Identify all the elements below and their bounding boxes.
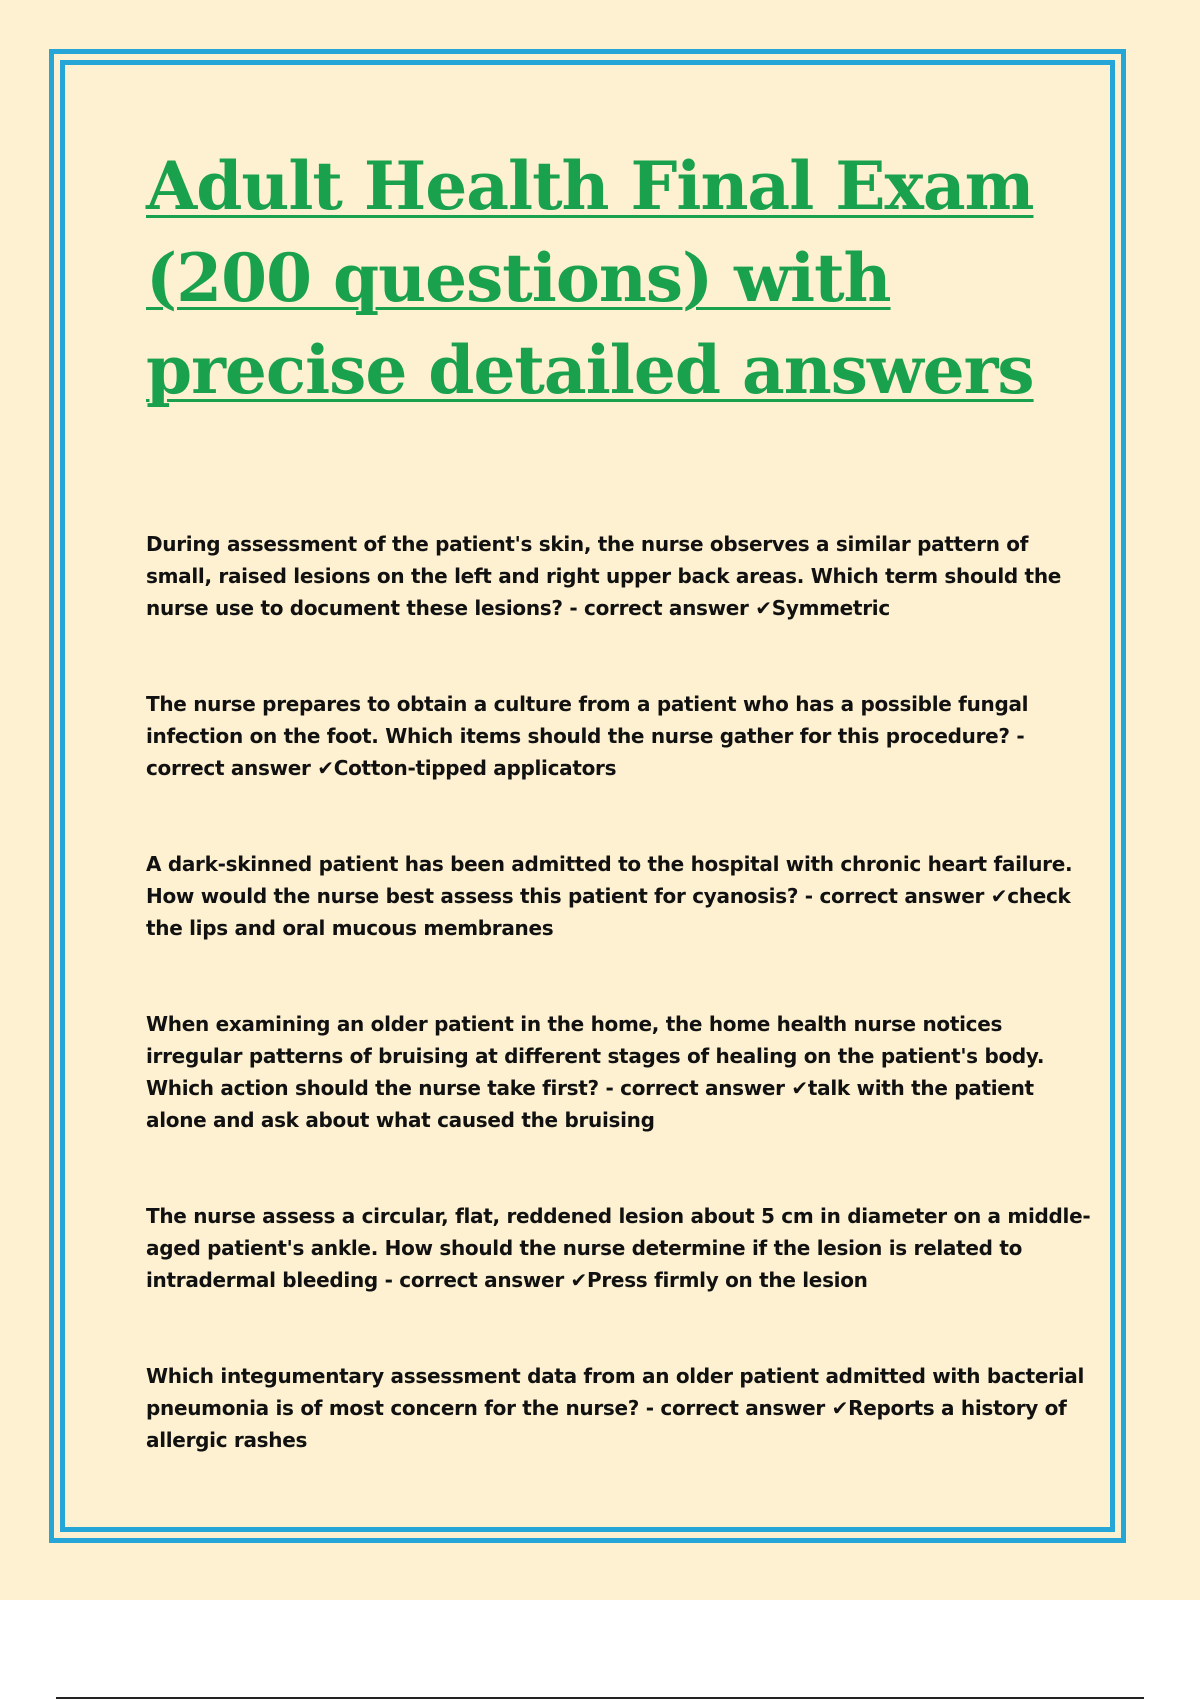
question-list (146, 528, 1096, 1456)
answer-text: Cotton-tipped applicators (333, 756, 617, 780)
footer-divider (56, 1697, 1144, 1699)
answer-prefix: - correct answer ✔ (798, 884, 1008, 908)
document-content (146, 140, 1096, 1520)
answer-prefix: - correct answer ✔ (598, 1076, 808, 1100)
question-item (146, 1360, 1096, 1456)
question-text: A dark-skinned patient has been admitted to the hospital with chronic heart failure. How would the nurse best assess this patient for cyanosis? (146, 852, 1073, 908)
question-item (146, 688, 1096, 784)
answer-text: Reports a history of allergic rashes (146, 1396, 1067, 1452)
answer-prefix: - correct answer ✔ (377, 1268, 588, 1292)
question-item (146, 1200, 1096, 1296)
answer-prefix: - correct answer ✔ (639, 1396, 849, 1420)
answer-prefix: - correct answer ✔ (146, 724, 1025, 780)
answer-text: check the lips and oral mucous membranes (146, 884, 1071, 940)
question-text: Which integumentary assessment data from an older patient admitted with bacterial pneumonia is of most concern for the nurse? (146, 1364, 1085, 1420)
answer-text: Symmetric (771, 596, 890, 620)
question-text: The nurse prepares to obtain a culture from a patient who has a possible fungal infection on the foot. Which items should the nurse gather for this procedure? (146, 692, 1029, 748)
document-title: Adult Health Final Exam (200 questions) with precise detailed answers (146, 147, 1034, 409)
question-text: The nurse assess a circular, flat, reddened lesion about 5 cm in diameter on a middle-aged patient's ankle. How should the nurse determine if the lesion is related to intradermal bleeding (146, 1204, 1091, 1292)
answer-text: talk with the patient alone and ask about what caused the bruising (146, 1076, 1034, 1132)
question-item (146, 1008, 1096, 1136)
question-text: During assessment of the patient's skin, the nurse observes a similar pattern of small, raised lesions on the left and right upper back areas. Which term should the nurse use to document these lesions? (146, 532, 1062, 620)
question-item (146, 848, 1096, 944)
question-text: When examining an older patient in the home, the home health nurse notices irregular patterns of bruising at different stages of healing on the patient's body. Which action should the nurse take first? (146, 1012, 1045, 1100)
question-item (146, 528, 1096, 624)
answer-prefix: - correct answer ✔ (562, 596, 772, 620)
answer-text: Press firmly on the lesion (587, 1268, 868, 1292)
